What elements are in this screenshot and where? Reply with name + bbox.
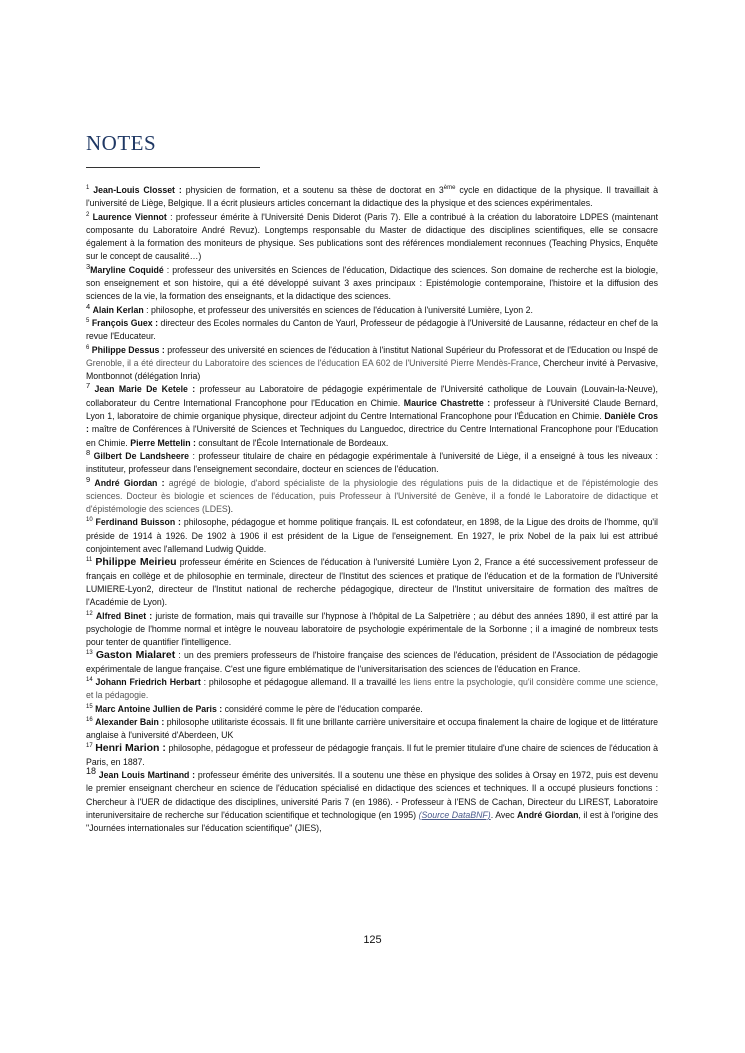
note-author: André Giordan bbox=[517, 809, 579, 820]
note-author: François Guex : bbox=[91, 317, 158, 328]
note-author: André Giordan : bbox=[94, 477, 165, 488]
note-number: 8 bbox=[86, 448, 91, 458]
note-number: 18 bbox=[86, 766, 97, 777]
note-number: 12 bbox=[86, 610, 93, 617]
note-13: $^{13}$ Gaston Mialaret : un des premiers professeurs de l'histoire française des sciences de l'éducation, président de l'Association de pédagogie expérimentale de langue française. C'est une figure emblématique de l'universitarisation des sciences de l'éducation en France. bbox=[86, 649, 658, 674]
note-number: 5 bbox=[86, 318, 90, 325]
note-number: 11 bbox=[86, 557, 93, 564]
note-10: $^{10}$ Ferdinand Buisson : philosophe, pédagogue et homme politique français. IL est cofondateur, en 1898, de la Ligue des droits de l'homme, qu'il préside de 1914 à 1926. De 1902 à 1906 il est président de la Ligue de l'enseignement. En 1927, le prix Nobel de la paix lui est attribué conjointement avec l'allemand Ludwig Quidde. bbox=[86, 517, 658, 555]
note-14: $^{14}$ Johann Friedrich Herbart : philosophe et pédagogue allemand. Il a travaillé les liens entre la psychologie, qu'il considère comme une science, et la pédagogie. bbox=[86, 676, 658, 701]
note-author: Maurice Chastrette : bbox=[403, 397, 491, 408]
note-15: $^{15}$ Marc Antoine Jullien de Paris : considéré comme le père de l'éducation comparée. bbox=[86, 703, 423, 714]
note-11: $^{11}$ Philippe Meirieu professeur émérite en Sciences de l'éducation à l'université Lumière Lyon 2, France a été successivement professeur de français en collège et de philosophie en terminale, directeur de l'Institut des sciences et pratique de l'éducation et de la formation de l'Université LUMIERE-Lyon2, directeur de l'Institut national de recherche pédagogique, directeur de l'Institut universitaire de formation des maîtres de l'Académie de Lyon). bbox=[86, 556, 658, 608]
note-2: $^2$ Laurence Viennot : professeur émérite à l'Université Denis Diderot (Paris 7). Elle a contribué à la création du laboratoire LDPES (maintenant composante du Laboratoire André Revuz). Longtemps responsable du Master de didactique des disciplines scientifiques, elle se consacre également à la formation des moniteurs de physique. Ses publications sont des références mondialement reconnues (Teaching Physics, Enquête sur le concept de causalité…) bbox=[86, 211, 659, 262]
note-number: 16 bbox=[86, 716, 93, 723]
note-16: $^{16}$ Alexander Bain : philosophe utilitariste écossais. Il fit une brillante carrière universitaire et occupa finalement la chaire de logique et de littérature anglaise à l'université d'Aberdeen, UK bbox=[86, 716, 658, 741]
page-number: 125 bbox=[363, 934, 382, 946]
note-12: $^{12}$ Alfred Binet : juriste de formation, mais qui travaille sur l'hypnose à l'hôpital de La Salpetrière ; au début des années 1890, il est attiré par la psychologie de l'homme normal et intègre le nouveau laboratoire de psychologie expérimentale de la Sorbonne ; il a imaginé de nombreux tests pour tenter de quantifier l'intelligence. bbox=[86, 610, 659, 648]
note-author: Henri Marion : bbox=[95, 742, 166, 755]
note-number: 10 bbox=[86, 517, 93, 524]
note-author: Marc Antoine Jullien de Paris : bbox=[95, 703, 223, 714]
note-number: 4 bbox=[86, 301, 91, 311]
note-author: Danièle Cros : bbox=[86, 411, 658, 435]
note-7: $^7$ Jean Marie De Ketele : professeur au Laboratoire de pédagogie expérimentale de l'Université catholique de Louvain (Louvain-la-Neuve), collaborateur du Centre International Francophone pour l'Education en Chimie. Maurice Chastrette : professeur à l'Université Claude Bernard, Lyon 1, laboratoire de chimie organique physique, directeur adjoint du Centre International Francophone pour l'Éducation en Chimie. Danièle Cros : maître de Conférences à l'Université de Sciences et Techniques du Languedoc, directrice du Centre International Francophone pour l'Education en Chimie. Pierre Mettelin : consultant de l'École Internationale de Bordeaux. bbox=[86, 381, 659, 448]
title-underline bbox=[86, 167, 260, 168]
note-author: Laurence Viennot bbox=[92, 211, 167, 222]
note-author: Alfred Binet : bbox=[95, 610, 153, 621]
note-6: $^6$ Philippe Dessus : professeur des université en sciences de l'éducation à l'institut National Supérieur du Professorat et de l'Education ou Inspé de Grenoble, il a été directeur du Laboratoire des sciences de l'éducation EA 602 de l'Université Pierre Mendès-France, Chercheur invité à Pervasive, Montbonnot (délégation Inria) bbox=[86, 344, 658, 382]
note-author: Jean-Louis Closset : bbox=[93, 185, 182, 195]
note-1: $^1$ Jean-Louis Closset : physicien de formation, et a soutenu sa thèse de doctorat en 3ème cycle en didactique de la physique. Il travaillait à l'université de Liège, Belgique. Il a écrit plusieurs articles concernant la didactique des la physique et des sciences expérimentales. bbox=[86, 185, 658, 209]
note-number: 6 bbox=[86, 344, 90, 351]
note-8: $^8$ Gilbert De Landsheere : professeur titulaire de chaire en pédagogie expérimentale à l'université de Liège, il a enseigné à tous les niveaux : instituteur, professeur dans l'enseignement secondaire, docteur en sciences de l'éducation. bbox=[86, 448, 658, 475]
note-number: 3 bbox=[86, 261, 91, 271]
note-3: $^3$Maryline Coquidé : professeur des universités en Sciences de l'éducation, Didactique des sciences. Son domaine de recherche est la biologie, son enseignement et son histoire, qui a été développé suivant 3 axes principaux : Epistémologie contemporaine, l'histoire et la diffusion des sciences de la vie, la formation des enseignants, et la didactique des sciences. bbox=[86, 261, 658, 302]
notes-list bbox=[86, 184, 658, 836]
note-author: Gilbert De Landsheere bbox=[93, 450, 190, 461]
note-author: Alain Kerlan bbox=[92, 304, 144, 315]
note-author: Gaston Mialaret bbox=[95, 649, 176, 662]
note-number: 14 bbox=[86, 677, 93, 684]
note-number: 15 bbox=[86, 703, 93, 710]
note-author: Maryline Coquidé bbox=[90, 264, 164, 275]
note-number: 17 bbox=[86, 743, 93, 750]
note-5: $^5$ François Guex : directeur des Ecoles normales du Canton de Yaurl, Professeur de pédagogie à l'Université de Lausanne, rédacteur en chef de la revue l'Educateur. bbox=[86, 317, 658, 342]
note-author: Pierre Mettelin : bbox=[130, 437, 196, 448]
note-author: Philippe Meirieu bbox=[95, 556, 177, 569]
page-title: NOTES bbox=[86, 131, 157, 155]
note-number: 2 bbox=[86, 211, 90, 218]
note-17: $^{17}$ Henri Marion : philosophe, pédagogue et professeur de pédagogie français. Il fut le premier titulaire d'une chaire de sciences de l'éducation à Paris, en 1887. bbox=[86, 742, 659, 767]
source-databnf-link[interactable]: (Source DataBNF) bbox=[418, 809, 491, 820]
note-number: 1 bbox=[86, 185, 90, 192]
note-author: Jean Louis Martinand : bbox=[98, 770, 196, 781]
ordinal-suffix: ème bbox=[443, 185, 456, 192]
note-author: Jean Marie De Ketele : bbox=[94, 384, 196, 395]
note-author: Alexander Bain : bbox=[95, 716, 165, 727]
note-number: 7 bbox=[86, 381, 91, 391]
note-author: Johann Friedrich Herbart bbox=[95, 676, 201, 687]
note-author: Philippe Dessus : bbox=[91, 344, 165, 355]
note-9: $^9$ André Giordan : agrégé de biologie, d'abord spécialiste de la physiologie des régulations puis de la didactique et de l'épistémologie des sciences. Docteur ès biologie et sciences de l'éducation, puis Professeur à l'Université de Genève, il a fondé le Laboratoire de didactique et d'épistémologie des sciences (LDES). bbox=[86, 474, 658, 515]
note-number: 9 bbox=[86, 474, 91, 484]
note-4: $^4$ Alain Kerlan : philosophe, et professeur des universités en sciences de l'éducation à l'université Lumière, Lyon 2. bbox=[86, 301, 533, 315]
note-18: $^{18}$ Jean Louis Martinand : professeur émérite des universités. Il a soutenu une thèse en physique des solides à Orsay en 1972, puis est devenu le premier enseignant chercheur en science de l'éducation spécialisé en didactique des sciences et techniques. Il a occupé plusieurs fonctions : Chercheur à l'UER de didactique des disciplines, université Paris 7 (en 1986). - Professeur à l'ENS de Cachan, Directeur du LIREST, Laboratoire interuniversitaire de recherche sur l'éducation scientifique et technologique (en 1995) (Source DataBNF). Avec André Giordan, il est à l'origine des "Journées internationales sur l'éducation scientifique" (JIES), bbox=[86, 766, 658, 834]
note-number: 13 bbox=[86, 650, 93, 657]
note-author: Ferdinand Buisson : bbox=[95, 517, 181, 528]
